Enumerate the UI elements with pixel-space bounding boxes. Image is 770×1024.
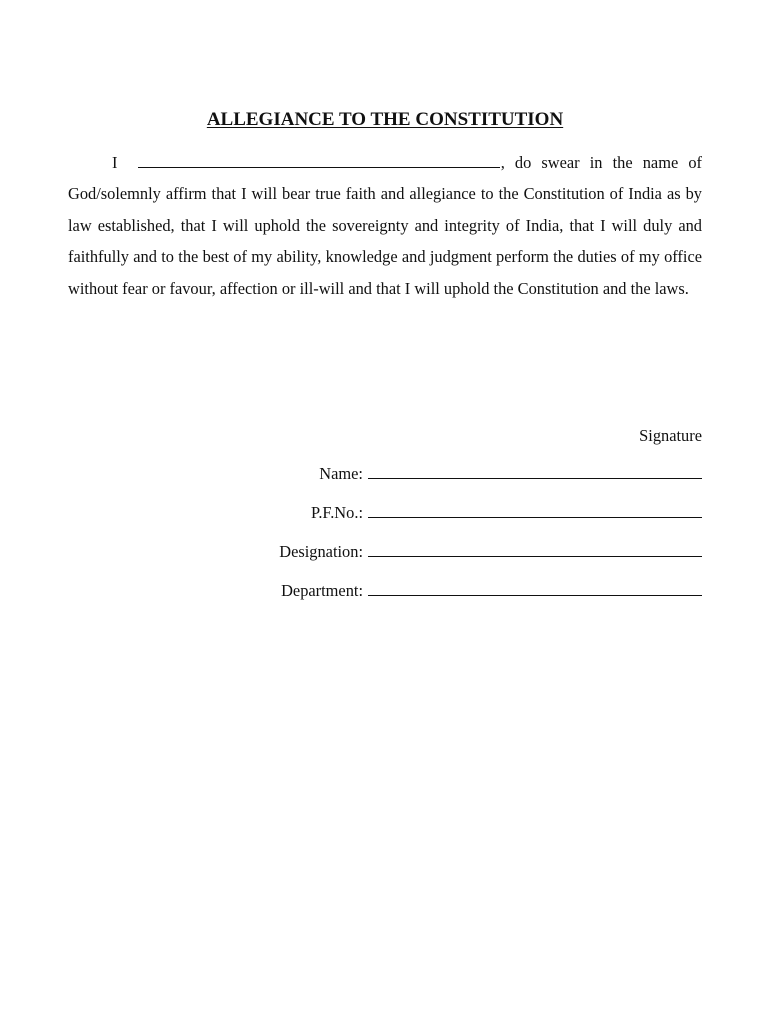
pfno-field[interactable]	[368, 503, 702, 518]
document-title: ALLEGIANCE TO THE CONSTITUTION	[206, 109, 564, 130]
department-field[interactable]	[368, 581, 702, 596]
department-label: Department:	[281, 581, 363, 600]
pfno-label: P.F.No.:	[311, 503, 363, 522]
oath-prefix: I	[112, 153, 118, 172]
designation-label: Designation:	[279, 542, 363, 561]
designation-field[interactable]	[368, 542, 702, 557]
department-row	[202, 575, 702, 614]
oath-name-blank[interactable]	[138, 153, 500, 168]
signature-block	[202, 420, 702, 614]
name-row	[202, 458, 702, 497]
designation-row	[202, 536, 702, 575]
signature-label: Signature	[639, 426, 702, 445]
name-field[interactable]	[368, 464, 702, 479]
oath-paragraph	[68, 147, 702, 304]
oath-text: , do swear in the name of God/solemnly affirm that I will bear true faith and allegiance to the Constitution of India as by law established, that I will uphold the sovereignty and integrity of India, that I will duly and faithfully and to the best of my ability, knowledge and judgment perform the duties of my office without fear or favour, affection or ill-will and that I will uphold the Constitution and the laws.	[68, 153, 702, 298]
name-label: Name:	[319, 464, 363, 483]
pfno-row	[202, 497, 702, 536]
